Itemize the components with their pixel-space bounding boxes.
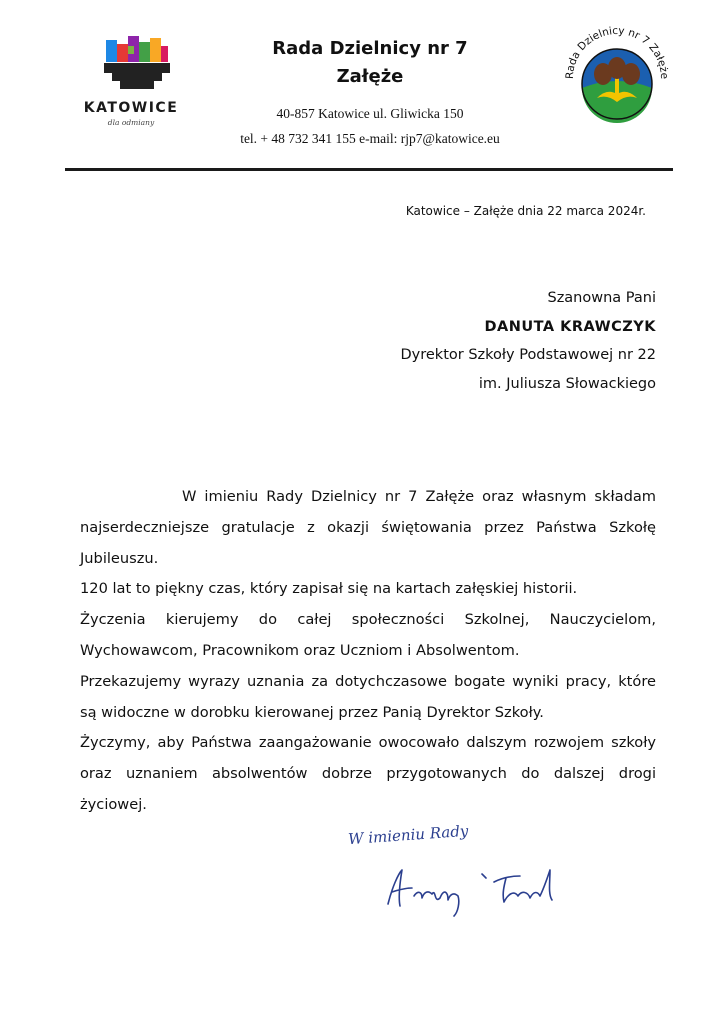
signature-stroke [494,870,552,902]
header-divider [65,168,673,171]
organization-contact: tel. + 48 732 341 155 e-mail: rjp7@katowice.eu [240,131,500,146]
logo-bar [117,44,128,62]
seal-acorn [622,63,640,85]
signature-stroke [414,892,459,916]
logo-bar [106,40,117,62]
signature-stroke [482,874,486,878]
title-line: Rada Dzielnicy nr 7 [272,38,468,59]
logo-base [104,63,170,89]
body-paragraph: Przekazujemy wyrazy uznania za dotychczasowe bogate wyniki pracy, które są widoczne w dorobku kierowanej przez Panią Dyrektor Szkoły. [80,672,656,721]
logo-tagline: dla odmiany [107,118,155,127]
handwritten-signature [378,852,588,924]
body-paragraph: Życzymy, aby Państwa zaangażowanie owocowało dalszym rozwojem szkoły oraz uznaniem absolwentów dobrze przygotowanych do dalszej drogi życiowej. [80,734,656,813]
body-paragraph: Życzenia kierujemy do całej społeczności Szkolnej, Nauczycielom, Wychowawcom, Pracownikom oraz Uczniom i Absolwentom. [80,611,656,659]
addressee-name: DANUTA KRAWCZYK [484,319,656,335]
addressee-position: Dyrektor Szkoły Podstawowej nr 22 [400,347,656,363]
katowice-logo [98,36,188,146]
letter-body [80,482,656,821]
signature-label: W imieniu Rady [347,821,469,849]
body-paragraph: 120 lat to piękny czas, który zapisał się na kartach załęskiej historii. [80,580,578,598]
logo-bar [139,42,150,62]
organization-address: 40-857 Katowice ul. Gliwicka 150 [276,106,464,121]
district-seal [557,16,677,134]
letter-date: Katowice – Załęże dnia 22 marca 2024r. [405,204,646,218]
signature-stroke [388,870,412,906]
title-line: Załęże [336,66,404,87]
seal-text: Rada Dzielnicy nr 7 Załęże [563,24,671,80]
body-paragraph: W imieniu Rady Dzielnicy nr 7 Załęże oraz własnym składam najserdeczniejsze gratulacje z okazji świętowania przez Państwa Szkołę Jubileuszu. [80,488,656,567]
logo-bar [161,46,168,62]
logo-bar [128,46,134,54]
logo-bar [150,38,161,62]
addressee-school: im. Juliusza Słowackiego [478,376,656,392]
organization-title [200,35,540,91]
addressee-salutation: Szanowna Pani [547,290,656,306]
logo-name: KATOWICE [83,100,179,116]
